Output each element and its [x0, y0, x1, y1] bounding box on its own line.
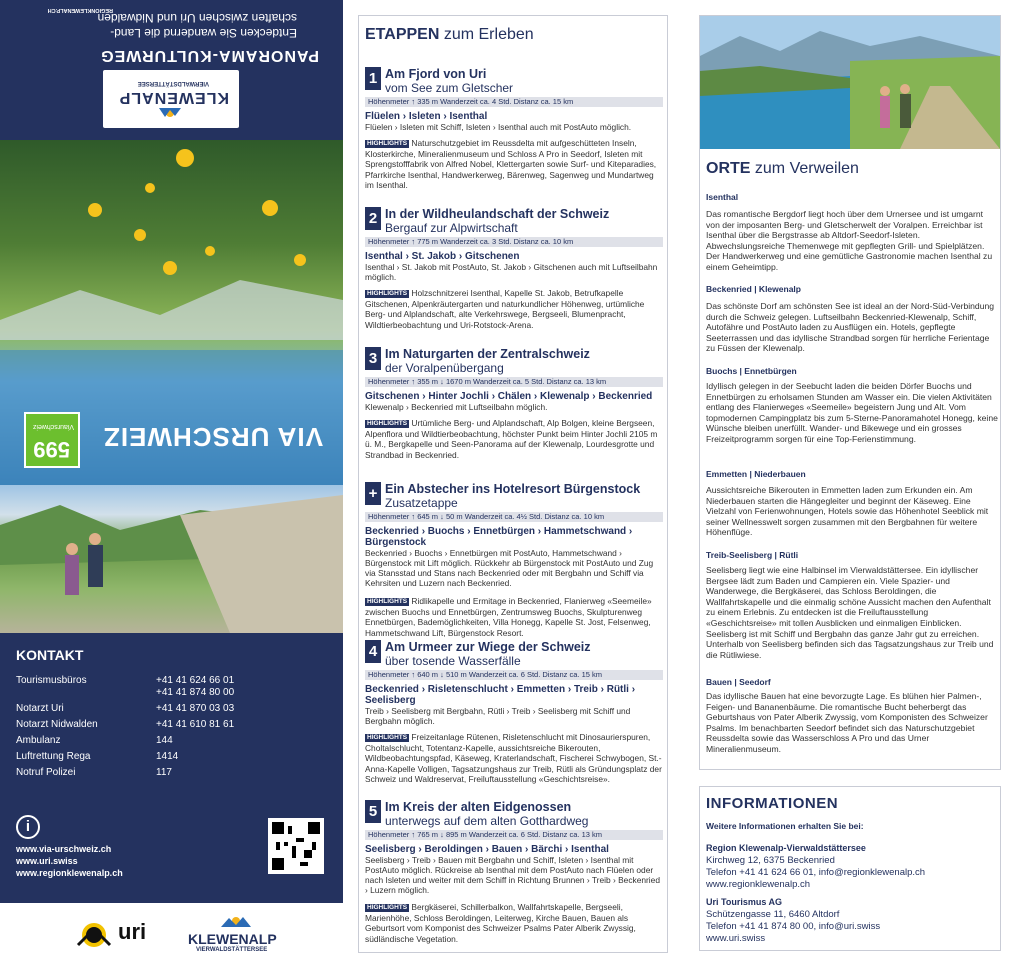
stage-route: Beckenried › Buochs › Ennetbürgen › Hammetschwand › Bürgenstock Beckenried › Buochs › Ennetbürgen mit PostAuto, Hammetschwand › Bürgenstock mit Lift möglich. Rückkehr ab Bürgenstock mit PostAuto und Zug via Stansstad und Stans nach Beckenried oder mit Bergbahn und Schiff via Kehrsiten und Luzern nach Beckenried. — [365, 526, 654, 588]
place-name: Treib-Seelisberg | Rütli — [706, 550, 799, 560]
stage-number: 3 — [365, 347, 381, 370]
info-heading: INFORMATIONEN — [706, 795, 839, 812]
cover-photo-hikers — [0, 485, 343, 633]
etappen-heading: ETAPPEN zum Erleben — [365, 26, 534, 43]
place-name: Bauen | Seedorf — [706, 677, 771, 687]
stage-number: 5 — [365, 800, 381, 823]
website-link[interactable]: www.regionklewenalp.ch — [16, 868, 123, 878]
org-address: Kirchweg 12, 6375 Beckenried — [706, 855, 835, 866]
stage-title: Ein Abstecher ins Hotelresort Bürgenstock — [385, 482, 641, 496]
place-text: Seelisberg liegt wie eine Halbinsel im Vierwaldstättersee. Ein idyllischer Bergsee lädt zum Baden und Campieren ein. Viele Spazier- und Wanderwege, die Bergkäserei, das Schloss Beroldingen, die Wallfahrtskapelle und die einmalig schöne Aussicht machen den Aufenthalt zu einem Erlebnis. Zu entdecken ist die Freiluftausstellung «Geschichtsreise» mit tollen Ausblicken und einmaligen Einblicken. Seelisberg ist mit Schiff und Bergbahn das ganze Jahr gut zu erreichen. Unterhalb von Seelisberg befinden sich das Tagsatzungshaus zur Treib und die Rütliwiese. — [706, 565, 994, 660]
org-name: Region Klewenalp-Vierwaldstättersee — [706, 843, 866, 853]
etappen-panel — [358, 15, 668, 953]
stage-stats: Höhenmeter ↑ 765 m ↓ 895 m Wanderzeit ca. 6 Std. Distanz ca. 13 km — [365, 830, 663, 840]
place-name: Buochs | Ennetbürgen — [706, 366, 797, 376]
stage-stats: Höhenmeter ↑ 775 m Wanderzeit ca. 3 Std. Distanz ca. 10 km — [365, 237, 663, 247]
cover-tagline: Entdecken Sie wandernd die Land- schaften zwischen Uri und Nidwalden — [97, 11, 297, 40]
org-website[interactable]: www.regionklewenalp.ch — [706, 879, 811, 890]
stage-title: Am Urmeer zur Wiege der Schweiz — [385, 640, 591, 654]
lake-hikers-photo — [700, 16, 1000, 149]
stage-subtitle: unterwegs auf dem alten Gotthardweg — [385, 814, 589, 828]
stage-highlights: HIGHLIGHTS Naturschutzgebiet im Reussdelta mit aufgeschütteten Inseln, Klosterkirche, Mineralienmuseum und Schloss A Pro in Seedorf, Isleten mit Sprengstofffabrik von Alfred Nobel, Klettergarten sowie Surf- und Kiteparadies, Pfarrkirche Isenthal, Handwerkerweg, Bärenweg, Sagenweg und Mundartweg im Isenthal. — [365, 138, 657, 191]
cover-photo-flowers — [0, 140, 343, 485]
lake-landscape-illustration — [700, 16, 1000, 149]
website-link[interactable]: www.via-urschweiz.ch — [16, 844, 112, 854]
stage-route: Flüelen › Isleten › Isenthal Flüelen › Isleten mit Schiff, Isleten › Isenthal auch mit PostAuto möglich. — [365, 111, 632, 132]
informationen-panel — [699, 786, 1001, 951]
orte-heading: ORTE zum Verweilen — [706, 160, 859, 177]
place-name: Emmetten | Niederbauen — [706, 469, 806, 479]
klewenalp-logo-text: KLEWENALP — [118, 89, 229, 106]
info-icon: i — [16, 815, 40, 839]
cover-route-title: VIA URSCHWEIZ — [102, 422, 323, 452]
kontakt-title: KONTAKT — [16, 647, 84, 663]
stage-number: + — [365, 482, 381, 505]
stage-route: Gitschenen › Hinter Jochli › Chälen › Klewenalp › Beckenried Klewenalp › Beckenried mit Luftseilbahn möglich. — [365, 391, 653, 412]
org-address: Schützengasse 11, 6460 Altdorf — [706, 909, 840, 920]
qr-code-graphic — [272, 822, 320, 870]
place-text: Idyllisch gelegen in der Seebucht laden die beiden Dörfer Buochs und Ennetbürgen zu erholsamen Stunden am Wasser ein. Die vielen Aktivitäten entlang des Flanierweges «Seemeile» begeistern Jung und Alt. Vom topmodernen Campingplatz bis zum 5-Sterne-Panoramahotel Honegg, keine Wünsche bleiben unerfüllt. Wander- und Bikewege und ein grosses Freizeitprogramm sorgen für eine Top-Ferienstimmung. — [706, 381, 998, 444]
org-website[interactable]: www.uri.swiss — [706, 933, 766, 944]
place-text: Aussichtsreiche Bikerouten in Emmetten laden zum Erkunden ein. Am Niederbauen starten die Hängegleiter und beginnt der Käseweg. Eine Vielzahl von Ferienwohnungen, Hotels sowie das Höhenhotel Seeblick mit seiner Wellnesswelt sorgen zusammen mit den Bergbahnen für weitere Höhenflüge. — [706, 485, 989, 538]
klewenalp-footer-logo: KLEWENALP VIERWALDSTÄTTERSEE — [186, 911, 286, 959]
klewenalp-logo-box — [103, 70, 239, 128]
kontakt-panel: KONTAKT Tourismusbüros +41 41 624 66 01 +41 41 874 80 00 Notarzt Uri +41 41 870 03 03 Notarzt Nidwalden +41 41 610 81 61 Ambulanz 144 Luftrettung Rega 1414 Notruf Polizei 117 i www.via-urschweiz.ch www.uri.swiss www.regionklewenalp.ch — [0, 633, 343, 903]
stage-title: Im Naturgarten der Zentralschweiz — [385, 347, 590, 361]
stage-highlights: HIGHLIGHTS Bergkäserei, Schillerbalkon, Wallfahrtskapelle, Bergseeli, Marienhöhe, Schloss Beroldingen, Leiterweg, Kirche Bauen, Bauen als Geburtsort vom Komponist des Schweizer Psalms Pater Alberik Zwyssig, südländische Vegetation. — [365, 902, 636, 944]
klewenalp-logo-sub: VIERWALDSTÄTTERSEE — [137, 80, 209, 86]
cover-site-small: REGIONKLEWENALP.CH — [47, 7, 113, 13]
brochure-cover — [0, 0, 343, 633]
stage-highlights: HIGHLIGHTS Holzschnitzerei Isenthal, Kapelle St. Jakob, Betrufkapelle Gitschenen, Alpenkräutergarten und naturkundlicher Höhenweg, urtümliche Berg- und Alplandschaft, alte Verkehrswege, Bergseeli, Blumenpracht, Wildtierbeobachtung und Uri-Rotstock-Arena. — [365, 288, 645, 330]
stage-stats: Höhenmeter ↑ 645 m ↓ 50 m Wanderzeit ca. 4½ Std. Distanz ca. 10 km — [365, 512, 663, 522]
uri-logo: uri — [74, 915, 164, 955]
uri-bull-icon — [74, 915, 114, 955]
stage-highlights: HIGHLIGHTS Urtümliche Berg- und Alplandschaft, Alp Bolgen, kleine Bergseen, Alpenflora und Wildtierbeobachtung, höchster Punkt beim Hinter Jochli 2105 m ü. M., Bergkapelle und Seen-Panorama auf der Klewenalp, Lourdesgrotte und Strandbad in Beckenried. — [365, 418, 658, 460]
stage-stats: Höhenmeter ↑ 355 m ↓ 1670 m Wanderzeit ca. 5 Std. Distanz ca. 13 km — [365, 377, 663, 387]
stage-highlights: HIGHLIGHTS Ridlikapelle und Ermitage in Beckenried, Flanierweg «Seemeile» zwischen Buochs und Ennetbürgen, Zentrumsweg Buochs, Skulpturenweg Ennetbürgen, Bademöglichkeiten, Villa Honegg, Kapelle St. Jost, Felsenweg, Hammetschwand Lift, Bürgenstock Resort. — [365, 596, 652, 638]
stage-title: In der Wildheulandschaft der Schweiz — [385, 207, 610, 221]
org-name: Uri Tourismus AG — [706, 897, 783, 907]
sun-mountain-icon — [159, 108, 181, 122]
cover-header — [0, 0, 343, 140]
stage-title: Am Fjord von Uri — [385, 67, 487, 81]
route-599-badge: 599 Viaurschweiz — [24, 412, 80, 468]
stage-subtitle: Bergauf zur Alpwirtschaft — [385, 221, 518, 235]
place-text: Das idyllische Bauen hat eine bevorzugte Lage. Es blühen hier Palmen-, Feigen- und Bananenbäume. Die romantische Bucht beherbergt das Geburtshaus von Pater Alberik Zwyssig, vom Komponisten des Schweizer Psalms. Im benachbarten Seedorf befindet sich das Naturschutzgebiet Reussdelta sowie das Wasserschloss A Pro und das Urner Mineralienmuseum. — [706, 691, 988, 754]
stage-route: Isenthal › St. Jakob › Gitschenen Isenthal › St. Jakob mit PostAuto, St. Jakob › Gitschenen auch mit Luftseilbahn möglich. — [365, 251, 658, 282]
place-name: Isenthal — [706, 192, 739, 202]
org-contact[interactable]: Telefon +41 41 624 66 01, info@regionklewenalp.ch — [706, 867, 926, 878]
stage-number: 4 — [365, 640, 381, 663]
hikers-illustration — [0, 485, 343, 633]
mountain-sun-icon — [221, 913, 251, 927]
stage-subtitle: Zusatzetappe — [385, 496, 458, 510]
place-text: Das schönste Dorf am schönsten See ist ideal an der Nord-Süd-Verbindung durch die Schweiz gelegen. Luftseilbahn Beckenried-Klewenalp, Schiff, Autofähre und PostAuto laden zu Ausflügen ein. Hotels, gepflegte Seeterrassen und das idyllische Strandbad sorgen für herrliche Ferientage zu Füssen der Klewenalp. — [706, 301, 995, 354]
stage-number: 2 — [365, 207, 381, 230]
stage-number: 1 — [365, 67, 381, 90]
stage-route: Beckenried › Risletenschlucht › Emmetten › Treib › Rütli › Seelisberg Treib › Seelisberg mit Bergbahn, Rütli › Treib › Seelisberg mit Schiff und Bergbahn möglich. — [365, 684, 636, 726]
stage-subtitle: vom See zum Gletscher — [385, 81, 514, 95]
stage-highlights: HIGHLIGHTS Freizeitanlage Rütenen, Risletenschlucht mit Dinosaurierspuren, Choltalschlucht, Totentanz-Kapelle, aussichtsreiche Bikerouten, Wildbeobachtungspfad, Käseweg, Kraterlandschaft, Fischerei Schwybogen, St.-Anna-Kapelle Volligen, Tagsatzungshaus zur Treib, Rütli als Gründungsplatz der Schweiz und Waldreservat, Freiluftausstellung «Geschichtsreise». — [365, 732, 662, 785]
stage-title: Im Kreis der alten Eidgenossen — [385, 800, 572, 814]
stage-route: Seelisberg › Beroldingen › Bauen › Bärchi › Isenthal Seelisberg › Treib › Bauen mit Bergbahn und Schiff, Isleten › Isenthal mit PostAuto möglich. Rückreise ab Isenthal mit dem PostAuto nach Flüelen oder nach Isleten und weiter mit dem Schiff in Richtung Brunnen › Treib › Beckenried › Luzern möglich. — [365, 844, 660, 895]
cover-headline: PANORAMA-KULTURWEG — [100, 47, 319, 64]
left-panel — [0, 0, 343, 967]
org-contact[interactable]: Telefon +41 41 874 80 00, info@uri.swiss — [706, 921, 881, 932]
stage-subtitle: der Voralpenübergang — [385, 361, 504, 375]
partner-logos — [0, 903, 343, 967]
website-link[interactable]: www.uri.swiss — [16, 856, 78, 866]
stage-subtitle: über tosende Wasserfälle — [385, 654, 521, 668]
qr-code[interactable] — [268, 818, 324, 874]
stage-stats: Höhenmeter ↑ 335 m Wanderzeit ca. 4 Std. Distanz ca. 15 km — [365, 97, 663, 107]
place-name: Beckenried | Klewenalp — [706, 284, 801, 294]
info-intro: Weitere Informationen erhalten Sie bei: — [706, 821, 864, 831]
orte-panel — [699, 15, 1001, 770]
place-text: Das romantische Bergdorf liegt hoch über dem Urnersee und ist umgarnt von der imposanten Berg- und Gletscherwelt der Voralpen. Erreichbar ist Isenthal über die Bergstrasse ab Altdorf-Seedorf-Isleten. Abwechslungsreiche Themenwege mit gepflegten Grill- und Spielplätzen. Der Handwerkerweg und eine gemütliche Gastronomie machen Isenthal zu einem Geheimtipp. — [706, 209, 993, 272]
stage-stats: Höhenmeter ↑ 640 m ↓ 510 m Wanderzeit ca. 6 Std. Distanz ca. 15 km — [365, 670, 663, 680]
